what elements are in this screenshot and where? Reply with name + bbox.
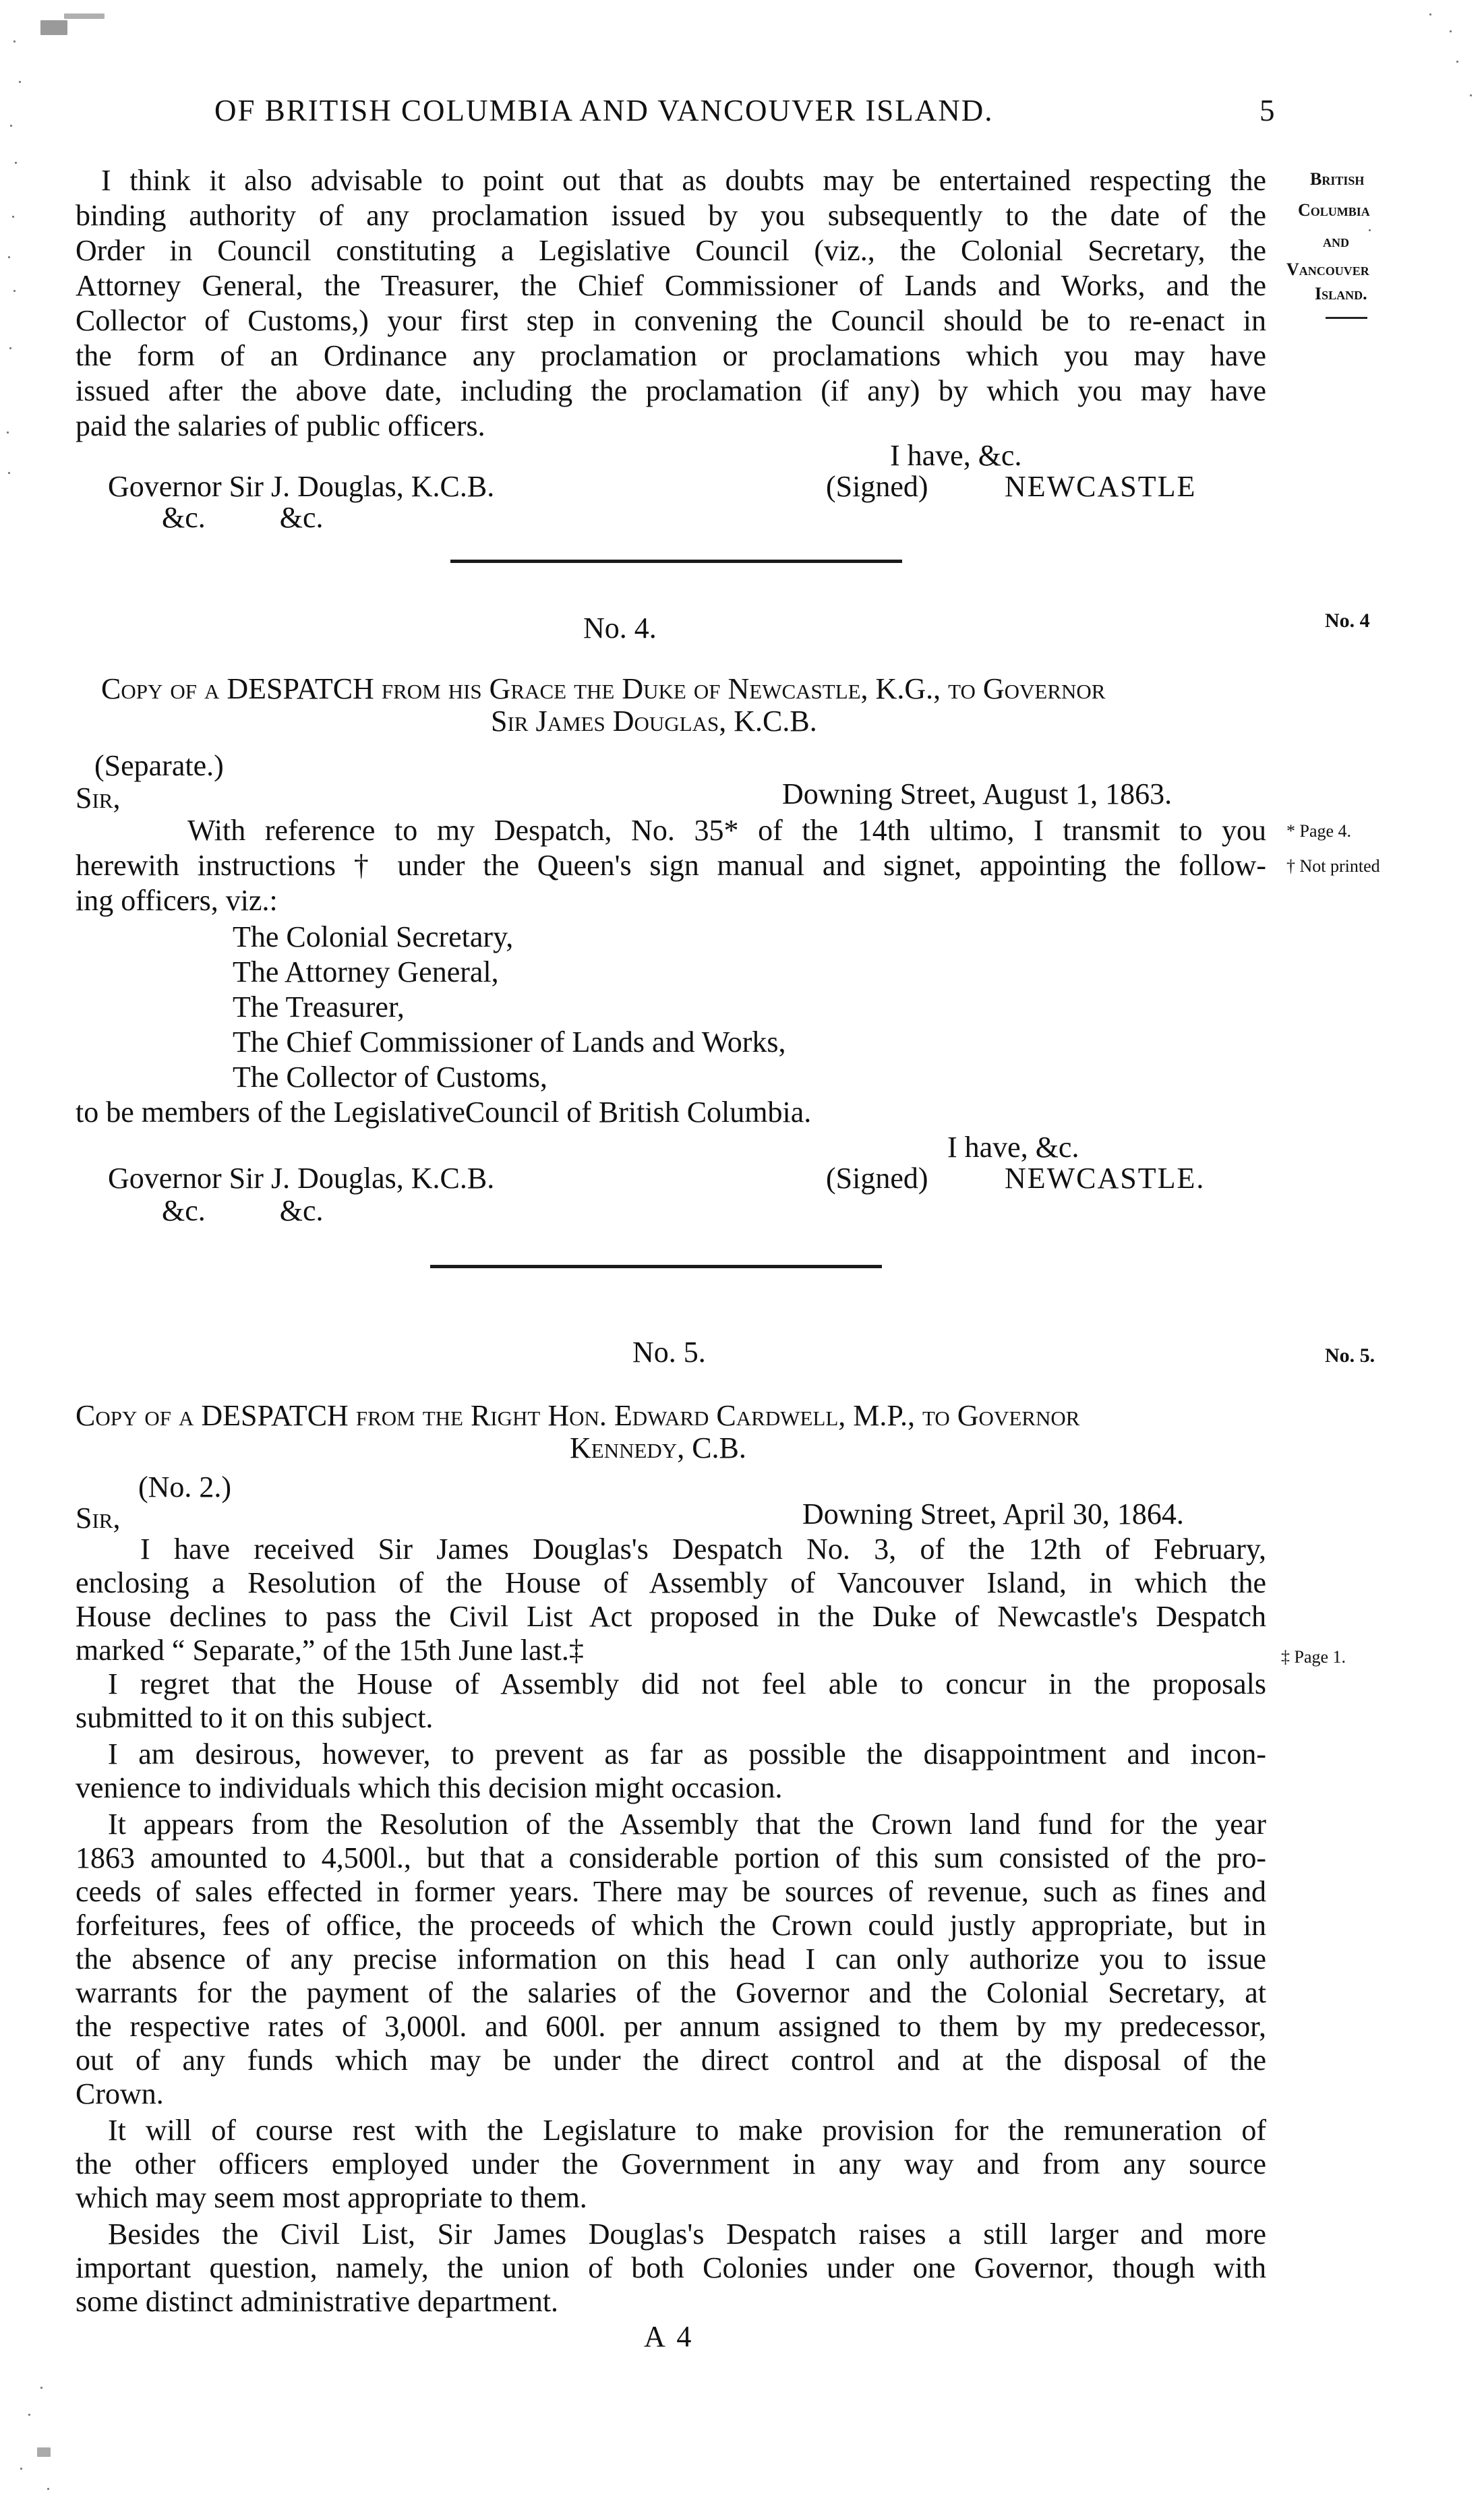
body-line: issued after the above date, including the proclamation (if any) by which you may have (76, 374, 1266, 407)
officer-item: The Attorney General, (233, 955, 499, 988)
despatch-title: Sir James Douglas, K.C.B. (491, 705, 817, 738)
body-line: out of any funds which may be under the direct control and at the disposal of the (76, 2044, 1266, 2077)
body-line: warrants for the payment of the salaries of the Governor and the Colonial Secretary, at (76, 1976, 1266, 2009)
officer-item: The Chief Commissioner of Lands and Works, (233, 1025, 786, 1059)
body-line: marked “ Separate,” of the 15th June last.‡ (76, 1634, 584, 1667)
closing: I have, &c. (890, 439, 1022, 472)
body-line: binding authority of any proclamation issued by you subsequently to the date of the (76, 199, 1266, 232)
body-line: I am desirous, however, to prevent as far as possible the disappointment and incon- (108, 1737, 1266, 1771)
despatch-number: No. 5. (632, 1336, 706, 1369)
place-date: Downing Street, April 30, 1864. (802, 1497, 1184, 1530)
closing: I have, &c. (947, 1131, 1079, 1164)
body-line: I think it also advisable to point out that as doubts may be entertained respecting the (101, 164, 1266, 197)
body-line: Collector of Customs,) your first step in convening the Council should be to re-enact in (76, 304, 1266, 337)
signed-label: (Signed) (826, 1162, 928, 1195)
margin-head-line: British (1310, 169, 1365, 189)
signatory: NEWCASTLE (1005, 470, 1197, 503)
running-head-title: OF BRITISH COLUMBIA AND VANCOUVER ISLAND. (214, 94, 994, 127)
officer-item: The Treasurer, (233, 990, 405, 1023)
despatch-number: No. 4. (583, 612, 657, 645)
body-line: the form of an Ordinance any proclamation or proclamations which you may have (76, 339, 1266, 372)
body-line: ing officers, viz.: (76, 884, 278, 917)
body-line: which may seem most appropriate to them. (76, 2181, 587, 2214)
body-line: the other officers employed under the Government in any way and from any source (76, 2147, 1266, 2180)
signatory: NEWCASTLE. (1005, 1162, 1206, 1195)
officer-item: The Collector of Customs, (233, 1061, 547, 1094)
body-line: Order in Council constituting a Legislative Council (viz., the Colonial Secretary, the (76, 234, 1266, 267)
margin-head-line: Columbia (1298, 200, 1370, 220)
despatch-note: (Separate.) (94, 749, 224, 782)
side-number: No. 5. (1325, 1344, 1375, 1367)
footnote-marker: ‡ Page 1. (1281, 1647, 1346, 1667)
salutation: Sir, (76, 781, 121, 814)
body-line: forfeitures, fees of office, the proceeds of which the Crown could justly appropriate, but in (76, 1909, 1266, 1942)
etc-line: &c. &c. (162, 501, 324, 534)
footnote-marker: * Page 4. (1286, 821, 1352, 841)
margin-head-rule (1326, 317, 1367, 319)
body-line: the absence of any precise information on this head I can only authorize you to issue (76, 1942, 1266, 1975)
margin-head-line: Vancouver (1286, 260, 1369, 279)
body-line: With reference to my Despatch, No. 35* of the 14th ultimo, I transmit to you (187, 814, 1266, 847)
despatch-title: Kennedy, C.B. (570, 1431, 746, 1464)
margin-head-line: and (1323, 231, 1349, 251)
signature-mark: A 4 (644, 2320, 694, 2353)
body-line: important question, namely, the union of both Colonies under one Governor, though with (76, 2251, 1266, 2284)
side-number: No. 4 (1325, 609, 1370, 632)
body-line: herewith instructions † under the Queen's sign manual and signet, appointing the follow- (76, 849, 1266, 882)
body-line: Besides the Civil List, Sir James Douglas's Despatch raises a still larger and more (108, 2218, 1266, 2251)
body-line: submitted to it on this subject. (76, 1701, 434, 1734)
body-line: venience to individuals which this decision might occasion. (76, 1771, 783, 1804)
body-line: It appears from the Resolution of the Assembly that the Crown land fund for the year (108, 1808, 1266, 1841)
body-line: paid the salaries of public officers. (76, 409, 485, 442)
signed-label: (Signed) (826, 470, 928, 503)
section-rule (430, 1265, 882, 1268)
place-date: Downing Street, August 1, 1863. (782, 777, 1173, 810)
body-line: to be members of the LegislativeCouncil of British Columbia. (76, 1096, 812, 1129)
addressee: Governor Sir J. Douglas, K.C.B. (108, 470, 495, 503)
footnote-marker: † Not printed (1286, 856, 1380, 876)
body-line: the respective rates of 3,000l. and 600l. per annum assigned to them by my predecessor, (76, 2010, 1266, 2043)
page-number: 5 (1259, 94, 1276, 127)
despatch-note: (No. 2.) (138, 1470, 232, 1504)
body-line: It will of course rest with the Legislature to make provision for the remuneration of (108, 2114, 1266, 2147)
body-line: House declines to pass the Civil List Act proposed in the Duke of Newcastle's Despatch (76, 1600, 1266, 1633)
etc-line: &c. &c. (162, 1194, 324, 1227)
body-line: some distinct administrative department. (76, 2285, 559, 2318)
body-line: Attorney General, the Treasurer, the Chief Commissioner of Lands and Works, and the (76, 269, 1266, 302)
officer-item: The Colonial Secretary, (233, 920, 514, 953)
addressee: Governor Sir J. Douglas, K.C.B. (108, 1162, 495, 1195)
body-line: Crown. (76, 2077, 164, 2110)
body-line: ceeds of sales effected in former years. There may be sources of revenue, such as fines and (76, 1875, 1266, 1908)
body-line: I regret that the House of Assembly did not feel able to concur in the proposals (108, 1667, 1266, 1700)
despatch-title: Copy of a DESPATCH from his Grace the Duke of Newcastle, K.G., to Governor (101, 672, 1106, 705)
salutation: Sir, (76, 1501, 121, 1535)
body-line: I have received Sir James Douglas's Despatch No. 3, of the 12th of February, (140, 1533, 1266, 1566)
body-line: 1863 amounted to 4,500l., but that a considerable portion of this sum consisted of the pro- (76, 1841, 1266, 1874)
body-line: enclosing a Resolution of the House of Assembly of Vancouver Island, in which the (76, 1566, 1266, 1599)
margin-head-line: Island. (1315, 284, 1367, 303)
section-rule (450, 560, 902, 563)
despatch-title: Copy of a DESPATCH from the Right Hon. Edward Cardwell, M.P., to Governor (76, 1399, 1080, 1432)
